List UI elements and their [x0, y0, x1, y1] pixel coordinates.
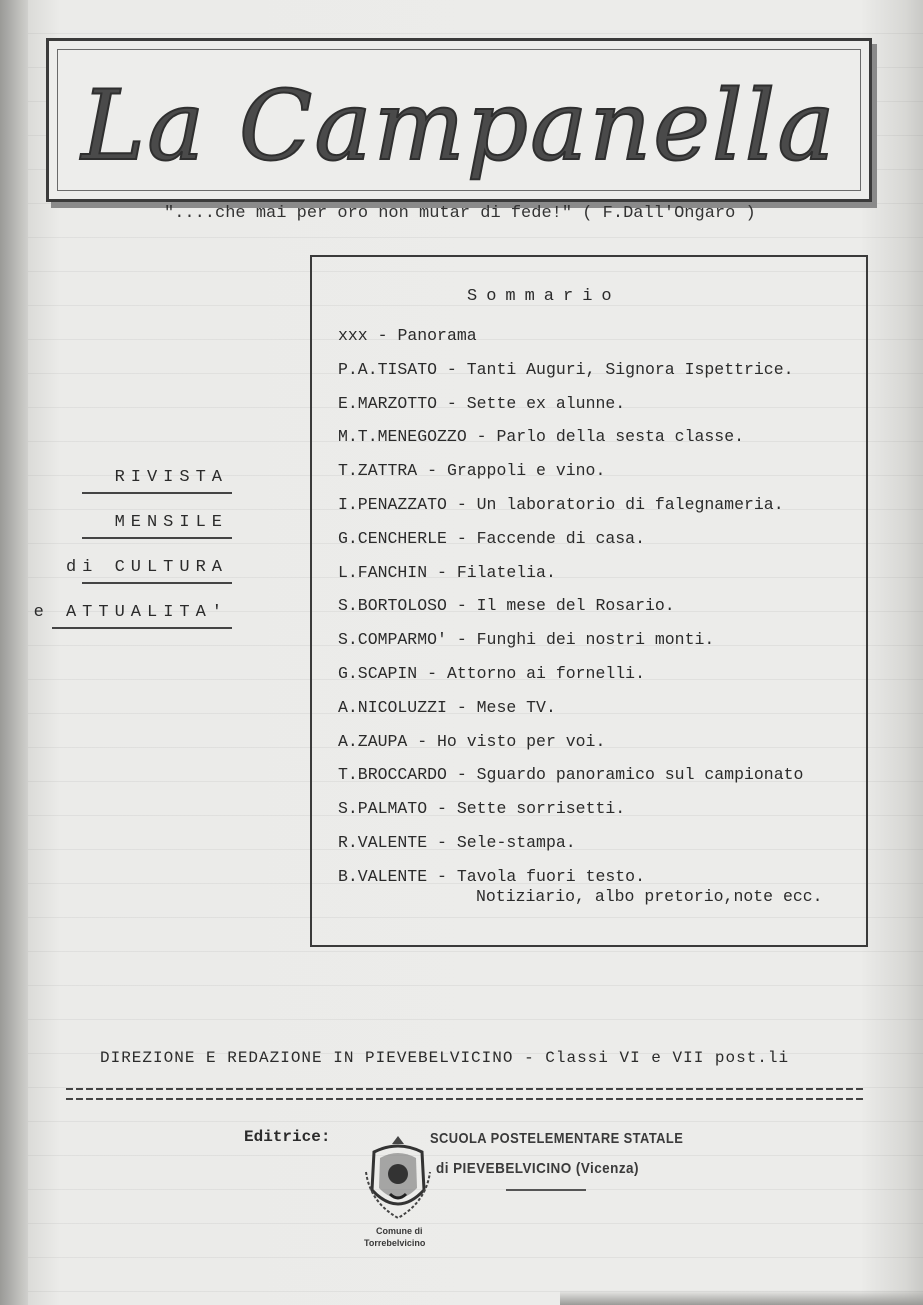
item-author: L.FANCHIN — [338, 562, 428, 582]
item-title: - Un laboratorio di falegnameria. — [447, 495, 784, 514]
sommario-item — [338, 792, 803, 826]
sommario-item — [338, 758, 803, 792]
item-title: - Faccende di casa. — [447, 529, 645, 548]
item-author: M.T.MENEGOZZO — [338, 427, 467, 447]
sidebar-line-text: di CULTURA — [65, 558, 228, 577]
seal-caption-comune: Comune di — [376, 1226, 423, 1236]
item-author: A.ZAUPA — [338, 731, 408, 751]
municipal-seal-icon — [362, 1132, 434, 1222]
item-author: B.VALENTE — [338, 866, 428, 886]
editrice-label: Editrice: — [244, 1128, 331, 1146]
item-author: R.VALENTE — [338, 832, 428, 852]
sommario-item — [338, 556, 803, 590]
sidebar-line-text: MENSILE — [114, 513, 228, 532]
item-author: xxx — [338, 326, 368, 345]
sommario-item — [338, 725, 803, 759]
item-author: I.PENAZZATO — [338, 494, 447, 514]
sommario-item — [338, 826, 803, 860]
item-author: T.BROCCARDO — [338, 765, 447, 785]
item-title: - Ho visto per voi. — [407, 732, 605, 751]
sidebar-underline — [82, 492, 232, 494]
sidebar-line — [38, 468, 238, 513]
sommario-item — [338, 454, 803, 488]
sommario-item — [338, 420, 803, 454]
item-author: E.MARZOTTO — [338, 393, 438, 413]
item-title: - Tavola fuori testo. — [427, 867, 645, 886]
item-title: - Tanti Auguri, Signora Ispettrice. — [437, 360, 793, 379]
sommario-item — [338, 691, 803, 725]
stamp-school-location: di PIEVEBELVICINO (Vicenza) — [436, 1160, 639, 1177]
item-title: - Sguardo panoramico sul campionato — [447, 765, 803, 784]
sidebar-line — [38, 513, 238, 558]
sommario-item — [338, 387, 803, 421]
sommario-closing: Notiziario, albo pretorio,note ecc. — [476, 887, 823, 906]
item-author: G.SCAPIN — [338, 663, 418, 683]
item-title: - Filatelia. — [427, 563, 556, 582]
item-title: - Sele-stampa. — [427, 833, 576, 852]
top-cut-text — [60, 0, 540, 10]
sommario-item — [338, 657, 803, 691]
sidebar-line — [33, 603, 238, 648]
sidebar-line-text: RIVISTA — [114, 468, 228, 487]
sommario-item — [338, 522, 803, 556]
sommario-item — [338, 353, 803, 387]
item-author: S.BORTOLOSO — [338, 596, 447, 616]
item-title: - Sette sorrisetti. — [427, 799, 625, 818]
item-title: - Panorama — [368, 326, 477, 345]
item-author: S.PALMATO — [338, 799, 428, 819]
item-title: - Grappoli e vino. — [417, 461, 605, 480]
binding-shadow — [0, 0, 28, 1305]
item-author: A.NICOLUZZI — [338, 697, 447, 717]
item-title: - Parlo della sesta classe. — [467, 427, 744, 446]
item-title: - Funghi dei nostri monti. — [447, 630, 714, 649]
sommario-title: Sommario — [467, 287, 621, 306]
masthead-box — [46, 38, 872, 202]
sommario-list — [338, 319, 803, 894]
sommario-item — [338, 319, 803, 353]
sommario-item — [338, 589, 803, 623]
sommario-item — [338, 488, 803, 522]
sommario-box — [310, 255, 868, 947]
item-author: S.COMPARMO' — [338, 630, 447, 650]
item-author: T.ZATTRA — [338, 461, 418, 481]
direzione-line: DIREZIONE E REDAZIONE IN PIEVEBELVICINO - Classi VI e VII post.li — [100, 1049, 790, 1067]
sidebar-underline — [52, 627, 232, 629]
sidebar-line-text: e ATTUALITA' — [33, 603, 228, 622]
item-author: P.A.TISATO — [338, 359, 438, 379]
stamp-underline — [506, 1189, 586, 1191]
masthead-title-text: La Campanella — [81, 70, 837, 182]
double-dashed-rule — [66, 1088, 866, 1100]
sidebar-line — [38, 558, 238, 603]
item-title: - Attorno ai fornelli. — [417, 664, 645, 683]
sommario-item — [338, 623, 803, 657]
item-title: - Mese TV. — [447, 698, 556, 717]
page-edge-shadow — [560, 1290, 923, 1305]
item-title: - Sette ex alunne. — [437, 394, 625, 413]
item-author: G.CENCHERLE — [338, 528, 447, 548]
sidebar-underline — [82, 582, 232, 584]
sidebar-underline — [82, 537, 232, 539]
sidebar-subtitle — [33, 468, 238, 648]
stamp-school-name: SCUOLA POSTELEMENTARE STATALE — [430, 1130, 684, 1147]
motto: "....che mai per oro non mutar di fede!" ( F.Dall'Ongaro ) — [164, 204, 756, 223]
item-title: - Il mese del Rosario. — [447, 596, 675, 615]
masthead-title — [49, 41, 869, 199]
seal-caption-town: Torrebelvicino — [364, 1238, 426, 1248]
